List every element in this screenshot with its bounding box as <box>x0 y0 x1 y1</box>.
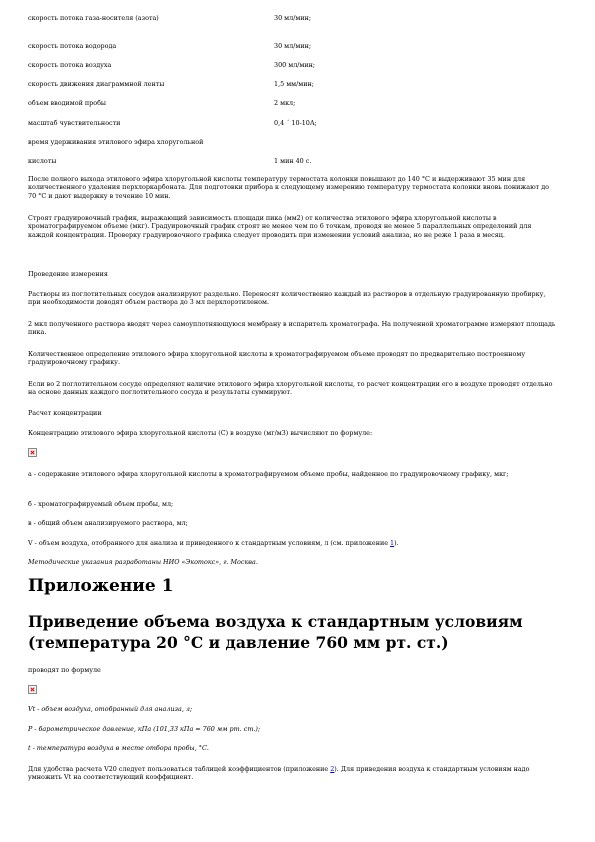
appendix-heading: Приложение 1 <box>28 576 174 596</box>
paragraph: Растворы из поглотительных сосудов анализируют раздельно. Переносят количественно каждый из растворов в отдельную градуированную пробирку, при необходимости доводят объем раствора до 3 мл перхлорэтиленом. <box>28 290 546 307</box>
param-value: 2 мкл; <box>274 99 296 107</box>
definition: t - температура воздуха в месте отбора пробы, °С. <box>28 744 209 752</box>
section-heading: Расчет концентрации <box>28 409 102 417</box>
param-label: скорость движения диаграммной ленты <box>28 80 165 88</box>
paragraph-text: ). Для приведения воздуха к стандартным условиям надо умножить Vt на соответствующий коэффициент. <box>28 765 530 782</box>
paragraph: проводят по формуле <box>28 666 101 674</box>
param-value: 30 мл/мин; <box>274 42 311 50</box>
param-label: скорость потока водорода <box>28 42 117 50</box>
appendix-title: Приведение объема воздуха к стандартным условиям (температура 20 °С и давление 760 мм рт. ст.) <box>28 612 523 652</box>
definition: Vt - объем воздуха, отобранный для анализа, л; <box>28 705 193 713</box>
param-label: скорость потока воздуха <box>28 61 112 69</box>
param-value: 300 мл/мин; <box>274 61 316 69</box>
definition: б - хроматографируемый объем пробы, мл; <box>28 500 174 508</box>
paragraph: После полного выхода этилового эфира хлоругольной кислоты температуру термостата колонки повышают до 140 °С и выдерживают 35 мин для количественного удаления перхлоркарбоната. Для подготовки прибора к следующему измерению температуру термостата колонки вновь понижают до 70 °С и дают выдержку в течение 10 мин. <box>28 175 549 200</box>
formula-image <box>28 448 37 457</box>
param-label: время удерживания этилового эфира хлоругольной <box>28 138 204 146</box>
definition <box>28 539 558 547</box>
paragraph: Если во 2 поглотительном сосуде определяют наличие этилового эфира хлоругольной кислоты, то расчет концентрации его в воздухе проводят отдельно на основе данных каждого поглотительного сосуда и результаты суммируют. <box>28 380 553 397</box>
param-label: кислоты <box>28 157 57 165</box>
source-note: Методические указания разработаны НИО «Экотокс», г. Москва. <box>28 558 258 566</box>
paragraph: Концентрацию этилового эфира хлоругольной кислоты (С) в воздухе (мг/м3) вычисляют по формуле: <box>28 429 373 437</box>
appendix-2-link[interactable]: 2 <box>330 765 335 773</box>
definition: а - содержание этилового эфира хлоругольной кислоты в хроматографируемом объеме пробы, найденное по градуировочному графику, мкг; <box>28 470 509 478</box>
definition-text: ). <box>394 539 399 547</box>
param-value: 1 мин 40 с. <box>274 157 312 165</box>
paragraph: Строят градуировочный график, выражающий зависимость площади пика (мм2) от количества этилового эфира хлоругольной кислоты в хроматографируемом объеме (мкг). Градуировочный график строят не менее чем по 6 точкам, проводя не менее 5 параллельных определений для каждой концентрации. Проверку градуировочного графика следует проводить при изменении условий анализа, но не реже 1 раза в месяц. <box>28 214 532 239</box>
formula-image <box>28 685 37 694</box>
param-label: масштаб чувствительности <box>28 119 121 127</box>
param-value: 0,4 ´ 10-10А; <box>274 119 317 127</box>
paragraph: Количественное определение этилового эфира хлоругольной кислоты в хроматографируемом объеме проводят по предварительно построенному градуировочному графику. <box>28 350 526 367</box>
paragraph: 2 мкл полученного раствора вводят через самоуплотняющуюся мембрану в испаритель хроматографа. На полученной хроматограмме измеряют площадь пика. <box>28 320 556 337</box>
paragraph-text: Для удобства расчета V20 следует пользоваться таблицей коэффициентов (приложение <box>28 765 331 773</box>
param-value: 1,5 мм/мин; <box>274 80 314 88</box>
param-value: 30 мл/мин; <box>274 14 311 22</box>
paragraph <box>28 765 558 782</box>
appendix-1-link[interactable]: 1 <box>390 539 395 547</box>
param-label: объем вводимой пробы <box>28 99 107 107</box>
definition: в - общий объем анализируемого раствора, мл; <box>28 519 188 527</box>
definition-text: V - объем воздуха, отобранного для анализа и приведенного к стандартным условиям, л (см. приложение <box>28 539 391 547</box>
definition: Р - барометрическое давление, кПа (101,33 кПа = 760 мм рт. ст.); <box>28 725 261 733</box>
section-heading: Проведение измерения <box>28 270 108 278</box>
param-label: скорость потока газа-носителя (азота) <box>28 14 159 22</box>
